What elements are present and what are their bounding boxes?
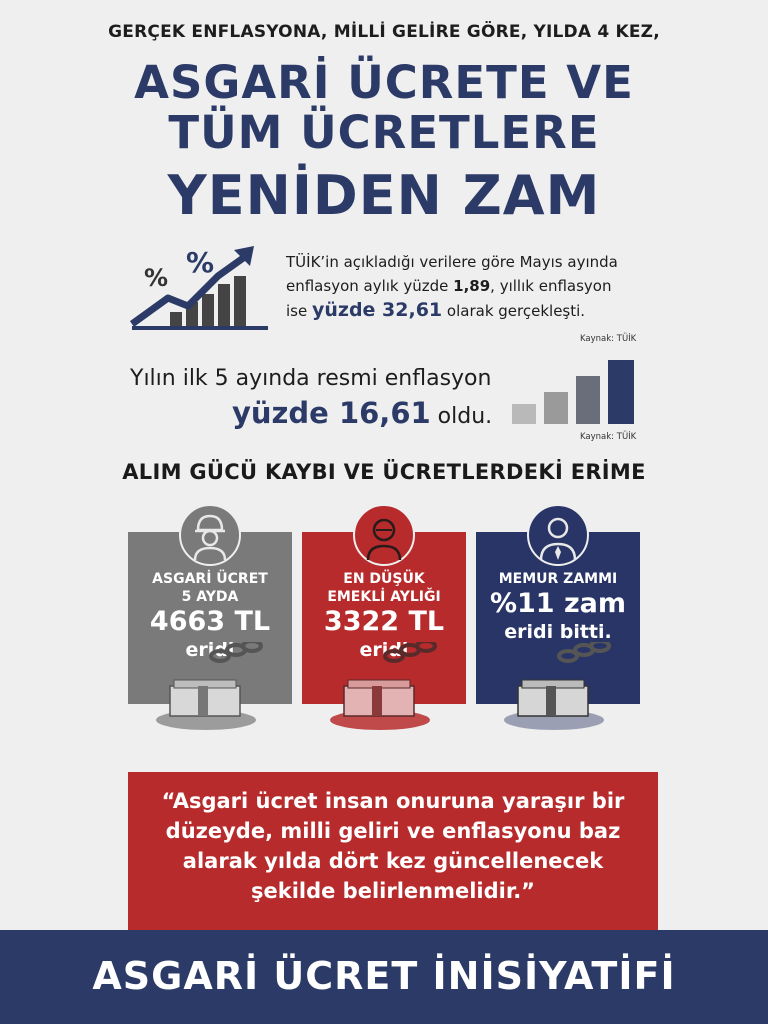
svg-text:%: % [186, 246, 215, 279]
card-value: 4663 TL [149, 606, 271, 637]
stat1-text-e: olarak gerçekleşti. [442, 302, 586, 320]
civil-servant-icon [527, 504, 589, 566]
worker-icon [179, 504, 241, 566]
stat2-suffix: oldu. [430, 404, 493, 429]
card-value: 3322 TL [323, 606, 445, 637]
card-value: %11 zam [489, 588, 627, 619]
annual-inflation-value: yüzde 32,61 [311, 299, 443, 321]
footer-banner: ASGARİ ÜCRET İNİSİYATİFİ [0, 930, 768, 1024]
bar-chart-icon [510, 358, 640, 426]
stat-monthly-annual [286, 250, 686, 323]
card-label-1: EN DÜŞÜK [343, 571, 425, 587]
stat1-text-c: , yıllık enflasyon [490, 277, 612, 295]
card-label-1: ASGARİ ÜCRET [152, 571, 268, 587]
card-sub: eridi [359, 639, 409, 661]
title-line-1: ASGARİ ÜCRETE VE [134, 56, 634, 109]
card-sub: eridi bitti. [504, 621, 612, 643]
stat1-line-a: TÜİK’in açıkladığı verilere göre Mayıs ayında [286, 253, 618, 271]
stat2-line-1: Yılın ilk 5 ayında resmi enflasyon [130, 366, 492, 391]
stat1-text-b: enflasyon aylık yüzde [286, 277, 454, 295]
stat1-line-b [286, 274, 686, 298]
stat2-line-2 [232, 396, 492, 430]
title-line-2: TÜM ÜCRETLERE [168, 106, 600, 159]
card-label-2: 5 AYDA [181, 589, 239, 605]
card-sub: eridi [185, 639, 235, 661]
melting-money-icon [498, 642, 618, 734]
quote-line-1: “Asgari ücret insan onuruna yaraşır bir [161, 789, 625, 813]
quote-line-2: düzeyde, milli geliri ve enflasyonu baz [165, 819, 621, 843]
stat1-text-d: ise [286, 302, 312, 320]
monthly-inflation-value: 1,89 [453, 277, 491, 295]
percent-growth-chart-icon [128, 242, 278, 332]
title-line-3: YENİDEN ZAM [167, 164, 601, 227]
source-label-2: Kaynak: TÜİK [580, 432, 637, 442]
quote-line-4: şekilde belirlenmelidir.” [250, 879, 535, 903]
melting-money-icon [150, 642, 270, 734]
five-month-inflation-value: yüzde 16,61 [232, 396, 431, 430]
card-label-1: MEMUR ZAMMI [498, 571, 618, 587]
header-superline: GERÇEK ENFLASYONA, MİLLİ GELİRE GÖRE, YILDA 4 KEZ, [108, 22, 660, 42]
melting-money-icon [324, 642, 444, 734]
card-label-2: EMEKLİ AYLIĞI [327, 589, 441, 605]
quote-box [128, 772, 658, 942]
source-label-1: Kaynak: TÜİK [580, 334, 637, 344]
stat1-line-c [286, 298, 686, 323]
retiree-icon [353, 504, 415, 566]
section-title: ALIM GÜCÜ KAYBI VE ÜCRETLERDEKİ ERİME [122, 460, 646, 484]
quote-line-3: alarak yılda dört kez güncellenecek [182, 849, 604, 873]
svg-text:%: % [144, 264, 169, 292]
